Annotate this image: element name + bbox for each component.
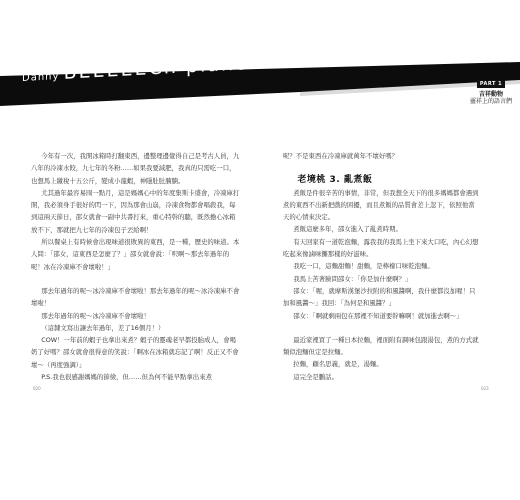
paragraph: 煮飯這麼多年，邵女進入了亂煮時期。 [293, 225, 402, 234]
paragraph: 尤其過年最容易囤一點月，這是媽媽心中的年度集斯卡盛會，冷凍庫打開，我必須身手很好的閃一下，因為那會山崩，冷凍食物都會唱殺我，每到這兩天節日，邵女就會一副中共書打來，重心特幹的聽，既然擔心冰箱放不下，那就把九七年的冷凍包子丟給啊！ [31, 188, 240, 234]
paragraph: 邵女：「喔，就摩斯漢堡沙拉附的和風醬啊，我什麼都沒加喔！只加和風醬～」我回：「為何是和風醬？」 [283, 286, 476, 308]
paragraph: 今年有一次，我開冰箱時打翻東西，邊整理邊覺得自己是考古人員，九八年的冷凍水餃，九七年的冬粉……如果我要減肥，我真的只需吃一口，也想馬上繳稅十五公斤，變成小龍蝦，神隱肚肚腩腩。 [31, 152, 240, 185]
paragraph: 拉麵，顧名思義，就是，湯麵。 [293, 360, 383, 369]
page-number-left: 020 [33, 386, 41, 391]
paragraph: 邵女：「啊就剩兩包在那裡不知道要幹嘛啊！就加進去啊～」 [293, 311, 463, 320]
series-small: Danny [22, 71, 60, 84]
paragraph: 有天回家有一道乾泡麵，露我我的我馬上坐下來大口吃，內心幻想吃起來像滷味攤那樣的好滋味。 [283, 237, 479, 259]
paragraph: 煮飯是件很辛苦的事情，非常，但我想全天下的很多媽媽都會遇到煮的東西不出新把戲的困擾，而且煮飯的品質會差上忽下，依照他當天的心情來決定。 [283, 188, 479, 222]
paragraph: COW！一年前的蝦子也拿出來煮？蝦子的靈魂老早都投胎成人，會喝奶了好嗎？邵女就會很得意的笑說：「啊冰在冰箱就忘記了啊！反正又不會壞～（再度強調）」 [31, 336, 239, 369]
series-big: BEEEEECh planet [63, 51, 259, 84]
paragraph: 那去年過年的呢～冰冷凍庫不會壞啦！ [41, 311, 150, 320]
paragraph: 最近家裡買了一種日本拉麵，裡面附有調味包跟湯包，煮的方式就類似泡麵但定是拉麵。 [283, 335, 479, 357]
paragraph: 所以餐桌上有時候會出現味道很敗異的東西，是一種，歷史的味道。本人問：「邵女，這東西是怎麼了？」邵女就會說：「呎啊～那去年過年的呢！冰在冷凍庫不會壞啦！」 [31, 238, 240, 271]
part-subtitle-1: 吉祥動物 [478, 91, 503, 98]
part-subtitle-2: 靈祥上的語言們 [470, 98, 513, 105]
paragraph: 這完全是鵬話。 [293, 372, 338, 381]
left-page-text [31, 150, 240, 383]
paragraph: P.S.我也很感謝媽媽的節儉，但……但為何不能早點拿出來煮 [41, 373, 212, 382]
page-number-right: 023 [481, 386, 489, 391]
paragraph: 我馬上苦著臉問邵女：「你是加什麼啊？」 [293, 274, 412, 283]
paragraph: （這隸文寫出讓去年過年，差了16個月！） [41, 323, 165, 332]
part-label: PART 1 [477, 80, 505, 88]
part-badge [470, 70, 512, 105]
section-title: 老境桃 3. 亂煮飯 [297, 175, 373, 186]
right-page-text [283, 150, 479, 383]
paragraph: 呢？不是東西在冷凍庫就萬年不壞好嗎？ [283, 152, 399, 160]
paragraph: 那去年過年的呢～冰冷凍庫不會壞啦！那去年過年的呢～冰冷凍庫不會壞啦！ [31, 286, 240, 308]
paragraph: 我吃一口，這麵甜麵！甜麵，是檸檬口味乾泡麵。 [293, 262, 434, 271]
